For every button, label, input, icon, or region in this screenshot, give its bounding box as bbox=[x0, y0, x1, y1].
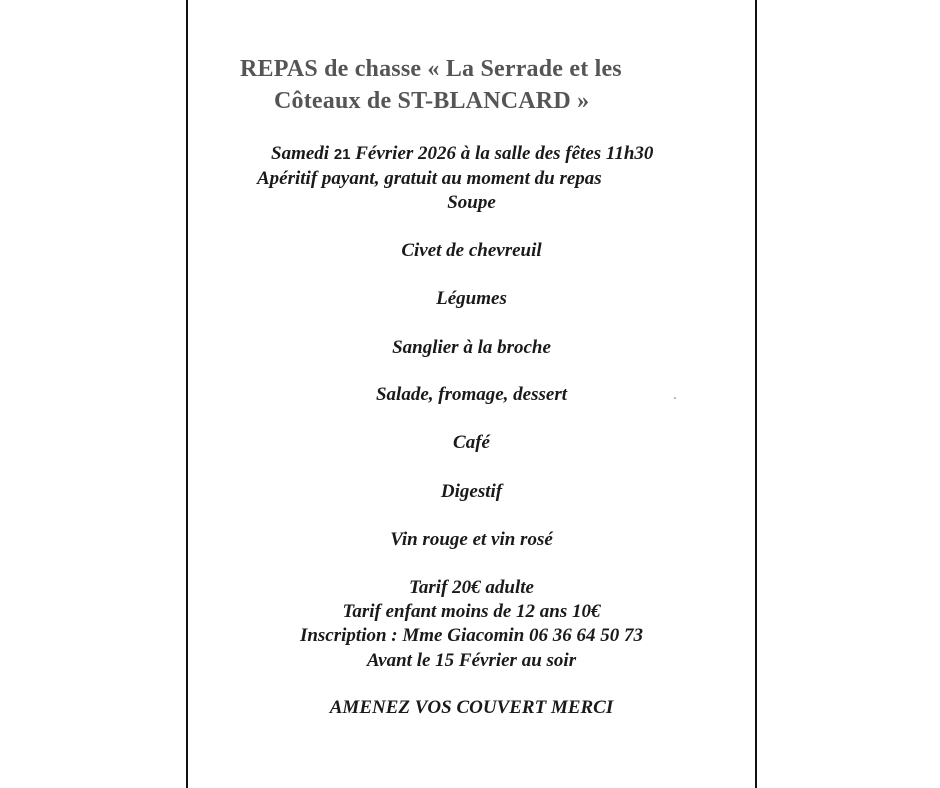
event-date-details: Février 2026 à la salle des fêtes 11h30 bbox=[355, 143, 654, 164]
price-child: Tarif enfant moins de 12 ans 10€ bbox=[342, 601, 601, 622]
menu-item-soupe: Soupe bbox=[447, 192, 496, 213]
menu-item-vin: Vin rouge et vin rosé bbox=[390, 529, 553, 550]
registration-deadline: Avant le 15 Février au soir bbox=[366, 650, 577, 671]
aperitif-line: Apéritif payant, gratuit au moment du repas bbox=[257, 168, 602, 189]
price-adult: Tarif 20€ adulte bbox=[409, 577, 534, 598]
flyer-page bbox=[186, 0, 757, 788]
menu-item-sanglier: Sanglier à la broche bbox=[392, 337, 551, 358]
menu-item-salade: Salade, fromage, dessert bbox=[375, 384, 568, 405]
menu-item-legumes: Légumes bbox=[436, 288, 507, 309]
title-line-2: Côteaux de ST-BLANCARD » bbox=[274, 88, 590, 114]
menu-item-civet: Civet de chevreuil bbox=[401, 240, 542, 261]
event-date-line bbox=[271, 143, 653, 165]
closing-message: AMENEZ VOS COUVERT MERCI bbox=[329, 697, 614, 718]
menu-item-cafe: Café bbox=[453, 432, 490, 453]
title-line-1: REPAS de chasse « La Serrade et les bbox=[240, 56, 622, 82]
scan-speck bbox=[674, 397, 676, 399]
event-day-number: 21 bbox=[333, 146, 351, 163]
menu-item-digestif: Digestif bbox=[440, 481, 503, 502]
event-day-name: Samedi bbox=[271, 143, 330, 164]
inscription-contact: Inscription : Mme Giacomin 06 36 64 50 73 bbox=[299, 625, 644, 646]
